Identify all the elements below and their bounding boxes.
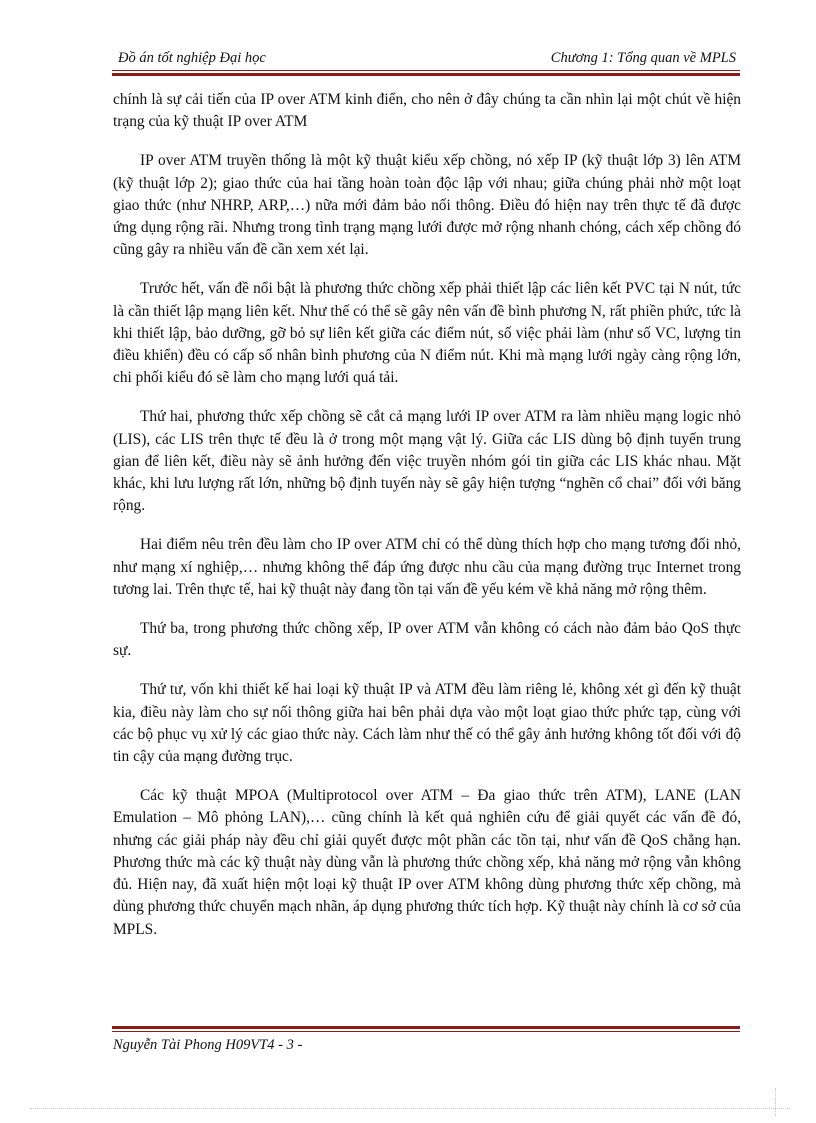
footer-rule-thick xyxy=(112,1026,740,1029)
paragraph-2: IP over ATM truyền thống là một kỹ thuật kiểu xếp chồng, nó xếp IP (kỹ thuật lớp 3) lên ATM (kỹ thuật lớp 2); giao thức của hai tầng hoàn toàn độc lập với nhau; giữa chúng phải nhờ một loạt giao thức (như NHRP, ARP,…) nữa mới đảm bảo nối thông. Điều đó hiện nay trên thực tế đã được ứng dụng rộng rãi. Nhưng trong tình trạng mạng lưới được mở rộng nhanh chóng, cách xếp chồng đó cũng gây ra nhiều vấn đề cần xem xét lại. xyxy=(113,152,741,259)
page-border-dotted xyxy=(30,1108,790,1109)
footer-rule-thin xyxy=(112,1031,740,1032)
page-footer: Nguyễn Tài Phong H09VT4 - 3 - xyxy=(113,1037,303,1053)
page-header xyxy=(112,50,740,68)
paragraph-7: Thứ tư, vốn khi thiết kế hai loại kỹ thuật IP và ATM đều làm riêng lẻ, không xét gì đến kỹ thuật kia, điều này làm cho sự nối thông giữa hai bên phải dựa vào một loạt giao thức phức tạp, cùng với các bộ phục vụ xử lý các giao thức này. Cách làm như thế có thể gây ảnh hưởng không tốt đối với độ tin cậy của mạng đường trục. xyxy=(113,681,741,766)
paragraph-5: Hai điểm nêu trên đều làm cho IP over ATM chỉ có thể dùng thích hợp cho mạng tương đối nhỏ, như mạng xí nghiệp,… nhưng không thể đáp ứng được nhu cầu của mạng đường trục Internet trong tương lai. Trên thực tế, hai kỹ thuật này đang tồn tại vấn đề yếu kém về khả năng mở rộng thêm. xyxy=(113,536,741,598)
header-rule-thick xyxy=(112,73,740,76)
header-chapter-title: Chương 1: Tổng quan về MPLS xyxy=(550,50,736,66)
paragraph-6: Thứ ba, trong phương thức chồng xếp, IP over ATM vẫn không có cách nào đảm bảo QoS thực sự. xyxy=(113,620,741,660)
paragraph-3: Trước hết, vấn đề nổi bật là phương thức chồng xếp phải thiết lập các liên kết PVC tại N nút, tức là cần thiết lập mạng liên kết. Như thế có thể sẽ gây nên vấn đề bình phương N, rất phiền phức, tức là khi thiết lập, bảo dưỡng, gỡ bỏ sự liên kết giữa các điểm nút, số việc phải làm (như số VC, lượng tin điều khiển) đều có cấp số nhân bình phương của N điểm nút. Khi mà mạng lưới ngày càng rộng lớn, chi phối kiểu đó sẽ làm cho mạng lưới quá tải. xyxy=(113,280,741,387)
header-document-title: Đồ án tốt nghiệp Đại học xyxy=(118,50,266,66)
paragraph-4: Thứ hai, phương thức xếp chồng sẽ cắt cả mạng lưới IP over ATM ra làm nhiều mạng logic nhỏ (LIS), các LIS trên thực tế đều là ở trong một mạng vật lý. Giữa các LIS dùng bộ định tuyến trung gian để liên kết, điều này sẽ ảnh hưởng đến việc truyền nhóm gói tin giữa các LIS khác nhau. Mặt khác, khi lưu lượng rất lớn, những bộ định tuyến này sẽ gây hiện tượng “nghẽn cổ chai” đối với băng rộng. xyxy=(113,408,741,515)
page-body xyxy=(113,89,741,958)
header-rule-thin xyxy=(112,70,740,71)
paragraph-1: chính là sự cải tiến của IP over ATM kinh điển, cho nên ở đây chúng ta cần nhìn lại một chút về hiện trạng của kỹ thuật IP over ATM xyxy=(113,91,741,131)
page-corner-mark xyxy=(775,1088,776,1116)
paragraph-8: Các kỹ thuật MPOA (Multiprotocol over ATM – Đa giao thức trên ATM), LANE (LAN Emulation – Mô phỏng LAN),… cũng chính là kết quả nghiên cứu để giải quyết các vấn đề đó, nhưng các giải pháp này đều chỉ giải quyết được một phần các tồn tại, như vấn đề QoS chẳng hạn. Phương thức mà các kỹ thuật này dùng vẫn là phương thức chồng xếp, khả năng mở rộng vẫn không đủ. Hiện nay, đã xuất hiện một loại kỹ thuật IP over ATM không dùng phương thức xếp chồng, mà dùng phương thức chuyển mạch nhãn, áp dụng phương thức tích hợp. Kỹ thuật này chính là cơ sở của MPLS. xyxy=(113,787,741,938)
